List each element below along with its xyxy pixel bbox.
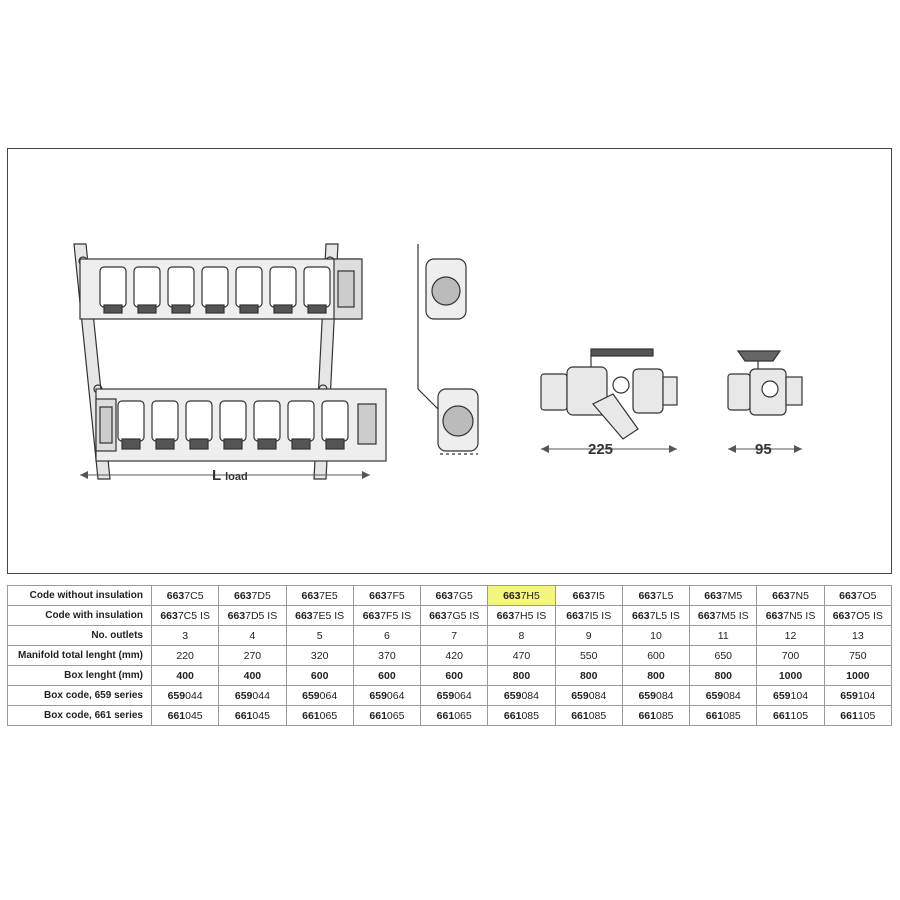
cell-suffix: 10	[650, 629, 662, 642]
cell-prefix: 663	[566, 609, 584, 622]
table-cell	[219, 586, 286, 606]
table-cell	[219, 646, 286, 666]
cell-prefix: 663	[832, 609, 851, 622]
cell-prefix: 661	[436, 709, 455, 722]
cell-prefix: 659	[167, 689, 186, 702]
cell-prefix: 661	[772, 709, 791, 722]
cell-suffix: 084	[521, 689, 539, 702]
cell-prefix: 661	[234, 709, 253, 722]
cell-prefix: 659	[840, 689, 858, 702]
table-row	[8, 586, 892, 606]
cell-suffix: 6	[384, 629, 390, 642]
table-cell	[757, 606, 824, 626]
row-header: Code with insulation	[8, 606, 152, 626]
row-header: Box code, 661 series	[8, 706, 152, 726]
table-cell	[286, 686, 353, 706]
cell-prefix: 663	[765, 609, 784, 622]
table-row	[8, 626, 892, 646]
table-row	[8, 606, 892, 626]
dimension-225-label: 225	[588, 441, 614, 458]
table-cell	[824, 606, 891, 626]
table-cell	[824, 646, 891, 666]
cell-suffix: 085	[655, 709, 674, 722]
table-cell	[353, 626, 420, 646]
cell-prefix: 661	[705, 709, 724, 722]
cell-prefix: 663	[369, 589, 387, 602]
cell-prefix: 663	[772, 589, 790, 602]
cell-prefix: 600	[310, 669, 329, 682]
cell-prefix: 663	[435, 589, 454, 602]
table-cell	[757, 626, 824, 646]
table-cell	[219, 686, 286, 706]
table-cell	[555, 706, 622, 726]
table-cell	[286, 626, 353, 646]
cell-prefix: 661	[167, 709, 186, 722]
cell-suffix: 750	[849, 649, 867, 662]
table-row	[8, 666, 892, 686]
table-cell	[421, 666, 488, 686]
l-load-label: L load	[212, 467, 248, 484]
table-cell	[690, 586, 757, 606]
table-cell	[555, 626, 622, 646]
cell-suffix: 12	[784, 629, 797, 642]
cell-suffix: 550	[579, 649, 598, 662]
cell-suffix: 084	[588, 689, 607, 702]
table-cell	[152, 626, 219, 646]
table-cell	[353, 646, 420, 666]
table-cell	[622, 606, 689, 626]
row-header: Manifold total lenght (mm)	[8, 646, 152, 666]
cell-prefix: 400	[176, 669, 194, 682]
cell-prefix: 400	[243, 669, 262, 682]
cell-prefix: 663	[234, 589, 252, 602]
cell-prefix: 661	[638, 709, 656, 722]
cell-suffix: 084	[655, 689, 674, 702]
cell-suffix: 220	[176, 649, 194, 662]
cell-prefix: 663	[301, 589, 320, 602]
table-cell	[488, 626, 555, 646]
table-cell	[622, 686, 689, 706]
cell-prefix: 663	[839, 589, 857, 602]
cell-prefix: 661	[571, 709, 589, 722]
cell-suffix: 7I5 IS	[583, 609, 612, 622]
table-row	[8, 646, 892, 666]
table-cell	[152, 606, 219, 626]
cell-prefix: 600	[378, 669, 396, 682]
cell-prefix: 661	[840, 709, 858, 722]
row-header: Box lenght (mm)	[8, 666, 152, 686]
cell-suffix: 650	[714, 649, 733, 662]
drawing-frame	[7, 148, 892, 574]
cell-suffix: 085	[588, 709, 607, 722]
table-cell	[757, 646, 824, 666]
cell-suffix: 270	[243, 649, 262, 662]
table-cell	[757, 706, 824, 726]
cell-prefix: 661	[369, 709, 387, 722]
filter-valve-drawing	[541, 349, 677, 453]
table-cell	[488, 706, 555, 726]
table-cell	[622, 626, 689, 646]
cell-suffix: 7I5	[590, 589, 605, 602]
table-cell	[286, 586, 353, 606]
cell-prefix: 663	[503, 589, 521, 602]
table-cell	[757, 586, 824, 606]
cell-suffix: 7M5 IS	[715, 609, 749, 622]
cell-suffix: 065	[454, 709, 472, 722]
cell-suffix: 7E5 IS	[312, 609, 345, 622]
table-cell	[353, 606, 420, 626]
cell-prefix: 663	[496, 609, 515, 622]
cell-suffix: 105	[857, 709, 876, 722]
cell-suffix: 13	[851, 629, 864, 642]
table-cell	[690, 666, 757, 686]
table-cell	[488, 686, 555, 706]
cell-prefix: 800	[512, 669, 531, 682]
specification-table	[7, 585, 892, 726]
table-cell	[555, 586, 622, 606]
cell-prefix: 800	[579, 669, 598, 682]
cell-suffix: 105	[790, 709, 809, 722]
cell-prefix: 800	[647, 669, 665, 682]
cell-prefix: 1000	[846, 669, 870, 682]
cell-suffix: 7F5	[386, 589, 405, 602]
cell-prefix: 663	[295, 609, 313, 622]
table-cell	[690, 706, 757, 726]
cell-prefix: 663	[638, 589, 656, 602]
cell-suffix: 7D5	[251, 589, 271, 602]
cell-suffix: 7D5 IS	[245, 609, 278, 622]
table-cell	[152, 706, 219, 726]
cell-prefix: 800	[714, 669, 733, 682]
cell-suffix: 7H5	[520, 589, 540, 602]
cell-prefix: 659	[234, 689, 253, 702]
row-header: Box code, 659 series	[8, 686, 152, 706]
table-cell	[353, 586, 420, 606]
cell-prefix: 663	[697, 609, 716, 622]
cell-suffix: 7G5 IS	[446, 609, 480, 622]
table-cell	[824, 706, 891, 726]
cell-prefix: 663	[227, 609, 246, 622]
cell-suffix: 600	[647, 649, 665, 662]
cell-prefix: 600	[445, 669, 463, 682]
table-cell	[488, 666, 555, 686]
cell-suffix: 104	[857, 689, 876, 702]
cell-suffix: 7M5	[721, 589, 743, 602]
table-cell	[757, 686, 824, 706]
table-cell	[488, 646, 555, 666]
table-cell	[622, 646, 689, 666]
table-cell	[421, 606, 488, 626]
cell-prefix: 659	[638, 689, 656, 702]
cell-suffix: 7L5 IS	[649, 609, 680, 622]
cell-prefix: 661	[302, 709, 320, 722]
table-cell	[824, 586, 891, 606]
table-cell	[152, 666, 219, 686]
cell-suffix: 065	[319, 709, 338, 722]
cell-prefix: 663	[632, 609, 650, 622]
cell-prefix: 663	[160, 609, 178, 622]
cell-suffix: 045	[252, 709, 270, 722]
cell-suffix: 470	[512, 649, 531, 662]
table-cell	[152, 586, 219, 606]
cell-suffix: 7G5	[453, 589, 473, 602]
cell-suffix: 084	[723, 689, 741, 702]
cell-suffix: 7F5 IS	[380, 609, 412, 622]
table-cell	[622, 586, 689, 606]
table-row	[8, 706, 892, 726]
table-cell	[421, 626, 488, 646]
table-cell	[555, 666, 622, 686]
cell-prefix: 663	[362, 609, 381, 622]
table-cell	[690, 626, 757, 646]
table-cell	[421, 646, 488, 666]
cell-suffix: 420	[445, 649, 463, 662]
table-cell	[353, 666, 420, 686]
manifold-front-view	[74, 244, 386, 479]
table-cell	[421, 586, 488, 606]
table-cell	[152, 646, 219, 666]
cell-suffix: 4	[249, 629, 256, 642]
table-cell	[219, 706, 286, 726]
table-cell	[622, 706, 689, 726]
table-cell	[555, 686, 622, 706]
cell-suffix: 7O5	[856, 589, 877, 602]
cell-suffix: 5	[316, 629, 323, 642]
ball-valve-drawing	[728, 351, 802, 453]
cell-suffix: 7C5	[184, 589, 204, 602]
table-cell	[757, 666, 824, 686]
table-cell	[622, 666, 689, 686]
cell-suffix: 7C5 IS	[177, 609, 210, 622]
cell-prefix: 663	[166, 589, 185, 602]
technical-drawing	[8, 149, 893, 575]
cell-suffix: 7N5 IS	[783, 609, 816, 622]
cell-suffix: 064	[319, 689, 338, 702]
cell-suffix: 320	[310, 649, 329, 662]
table-cell	[824, 666, 891, 686]
table-cell	[421, 686, 488, 706]
cell-suffix: 085	[723, 709, 741, 722]
cell-suffix: 044	[252, 689, 270, 702]
table-cell	[690, 606, 757, 626]
table-cell	[824, 626, 891, 646]
cell-prefix: 659	[571, 689, 589, 702]
cell-suffix: 700	[781, 649, 800, 662]
cell-suffix: 7E5	[319, 589, 338, 602]
cell-suffix: 064	[454, 689, 472, 702]
table-cell	[286, 606, 353, 626]
dimension-95-label: 95	[755, 441, 772, 458]
cell-suffix: 7O5 IS	[850, 609, 883, 622]
table-cell	[555, 646, 622, 666]
table-cell	[152, 686, 219, 706]
cell-suffix: 7L5	[655, 589, 674, 602]
cell-suffix: 085	[521, 709, 539, 722]
table-cell	[421, 706, 488, 726]
cell-suffix: 7H5 IS	[514, 609, 547, 622]
table-cell	[555, 606, 622, 626]
table-cell	[219, 606, 286, 626]
table-cell	[488, 586, 555, 606]
table-cell	[824, 686, 891, 706]
cell-suffix: 044	[185, 689, 203, 702]
table-row	[8, 686, 892, 706]
cell-prefix: 663	[429, 609, 447, 622]
cell-suffix: 3	[182, 629, 189, 642]
manifold-side-view	[418, 244, 478, 454]
cell-prefix: 661	[503, 709, 522, 722]
cell-suffix: 11	[717, 629, 729, 642]
row-header: No. outlets	[8, 626, 152, 646]
cell-suffix: 8	[518, 629, 525, 642]
cell-prefix: 659	[705, 689, 724, 702]
cell-prefix: 1000	[778, 669, 803, 682]
cell-prefix: 659	[369, 689, 387, 702]
table-cell	[219, 666, 286, 686]
row-header: Code without insulation	[8, 586, 152, 606]
table-cell	[286, 706, 353, 726]
cell-prefix: 659	[436, 689, 455, 702]
cell-suffix: 7	[451, 629, 458, 642]
table-cell	[219, 626, 286, 646]
cell-prefix: 659	[772, 689, 791, 702]
table-cell	[353, 706, 420, 726]
cell-prefix: 659	[302, 689, 320, 702]
table-cell	[690, 686, 757, 706]
cell-prefix: 663	[704, 589, 722, 602]
cell-prefix: 663	[572, 589, 591, 602]
table-cell	[286, 666, 353, 686]
table-cell	[690, 646, 757, 666]
cell-suffix: 7N5	[789, 589, 809, 602]
table-cell	[488, 606, 555, 626]
table-cell	[286, 646, 353, 666]
cell-suffix: 9	[585, 629, 592, 642]
cell-suffix: 065	[386, 709, 405, 722]
table-cell	[353, 686, 420, 706]
cell-suffix: 045	[185, 709, 203, 722]
cell-suffix: 104	[790, 689, 809, 702]
cell-suffix: 370	[378, 649, 396, 662]
cell-suffix: 064	[386, 689, 405, 702]
cell-prefix: 659	[503, 689, 522, 702]
